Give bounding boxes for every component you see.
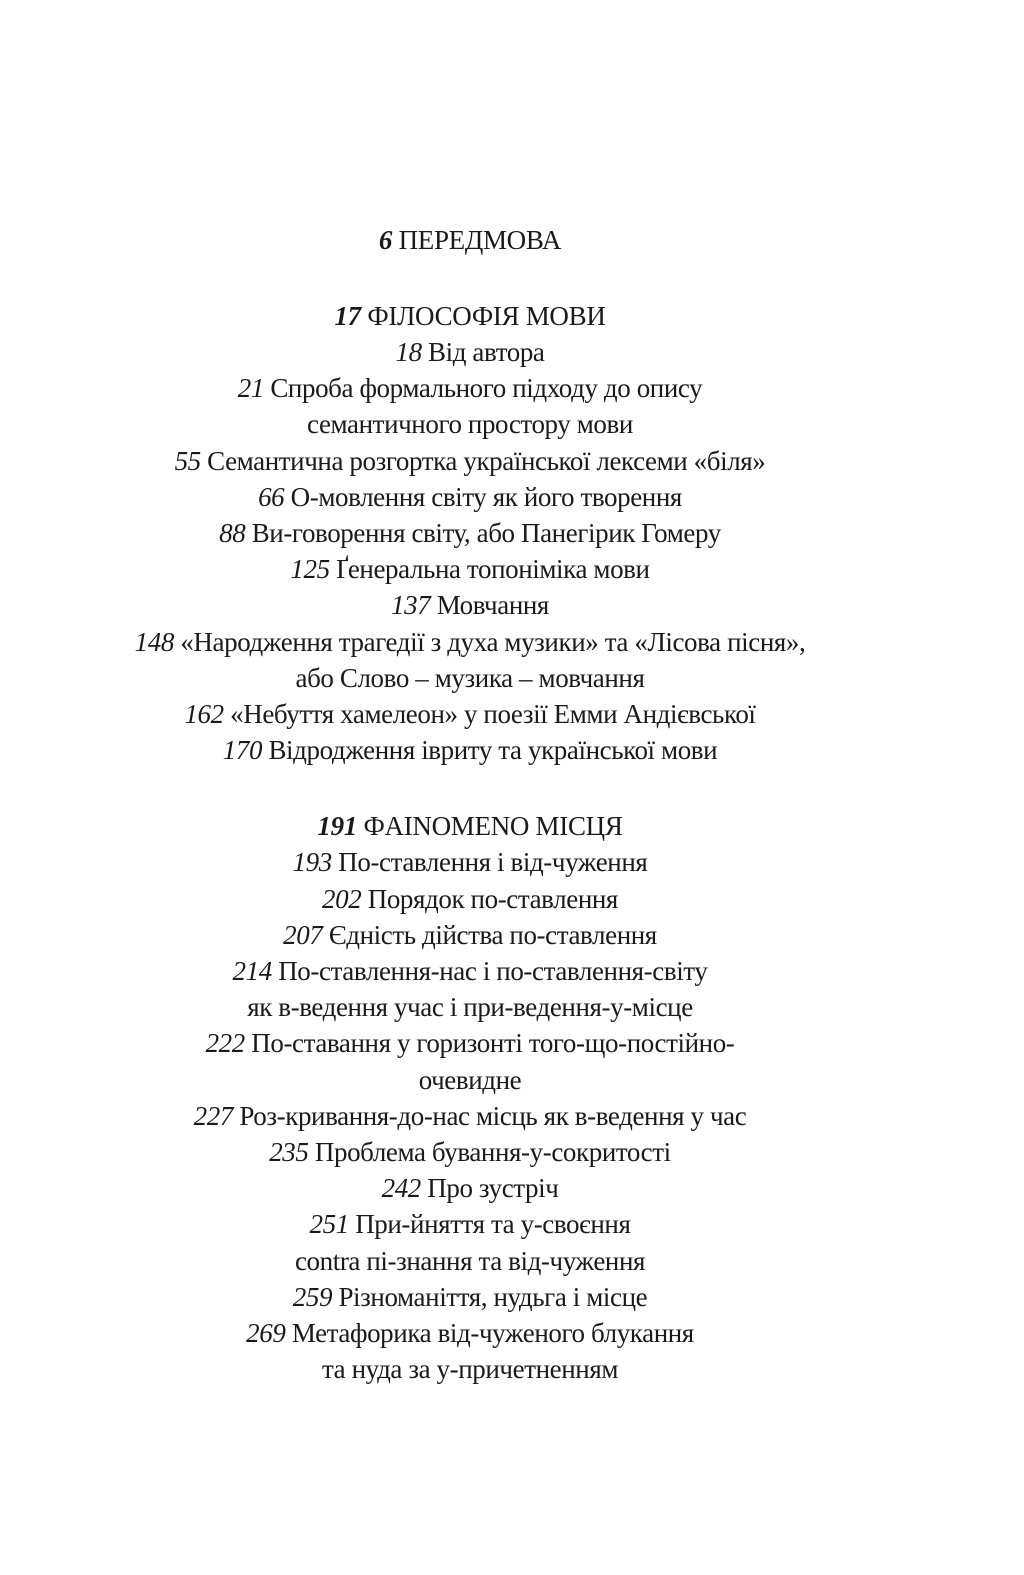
section-page-number: 6 — [378, 225, 393, 255]
section-title: ПЕРЕДМОВА — [398, 225, 562, 255]
entry-title: семантичного простору мови — [307, 409, 633, 440]
entry-title: або Слово – музика – мовчання — [295, 662, 645, 693]
entry-title: як в-ведення учас і при-ведення-у-місце — [247, 992, 693, 1023]
toc-entry-line — [0, 479, 940, 515]
entry-page-number: 259 — [292, 1281, 333, 1312]
toc-entry-line — [0, 1206, 940, 1242]
entry-page-number: 170 — [222, 735, 263, 766]
entry-page-number: 222 — [205, 1028, 245, 1059]
toc-entry-line — [0, 587, 940, 623]
toc-entry-line — [0, 624, 940, 660]
toc-entry-line — [0, 515, 940, 551]
toc-entry-line — [0, 1134, 940, 1170]
toc-entry-line — [0, 1062, 940, 1098]
entry-page-number: 242 — [381, 1173, 421, 1204]
section-title: ФAINOMENO МІСЦЯ — [363, 811, 623, 842]
entry-title: Від автора — [428, 337, 545, 367]
entry-title: По-ставлення-нас і по-ставлення-світу — [278, 956, 708, 987]
entry-page-number: 55 — [174, 445, 201, 476]
entry-title: Єдність дійства по-ставлення — [328, 919, 657, 950]
entry-page-number: 235 — [269, 1137, 309, 1168]
toc-entry-line — [0, 953, 940, 989]
toc-entry-line — [0, 989, 940, 1025]
entry-page-number: 88 — [219, 518, 246, 549]
entry-page-number: 66 — [258, 481, 285, 512]
entry-title: По-ставлення і від-чуження — [338, 847, 648, 878]
section-gap — [0, 258, 940, 298]
entry-page-number: 193 — [292, 847, 332, 878]
toc-entry-line — [0, 844, 940, 880]
toc-entry-line — [0, 732, 940, 768]
toc-entry-line — [0, 917, 940, 953]
entry-title: О-мовлення світу як його творення — [290, 481, 682, 512]
entry-title: Метафорика від-чуженого блукання — [291, 1318, 694, 1349]
section-gap — [0, 768, 940, 808]
section-heading — [0, 298, 940, 334]
section-page-number: 191 — [317, 811, 358, 842]
entry-page-number: 21 — [237, 373, 264, 404]
toc-entry-line — [0, 660, 940, 696]
entry-title: По-ставання у горизонті того-що-постійно- — [251, 1028, 735, 1059]
toc-entry-line — [0, 551, 940, 587]
entry-title: «Небуття хамелеон» у поезії Емми Андієвської — [230, 699, 756, 730]
entry-page-number: 162 — [184, 699, 224, 730]
toc-entry-line — [0, 1279, 940, 1315]
entry-title: При-йняття та у-своєння — [355, 1209, 631, 1240]
toc-entry-line — [0, 370, 940, 406]
entry-title: Семантична розгортка української лексеми «біля» — [207, 445, 766, 476]
entry-page-number: 269 — [246, 1318, 286, 1349]
entry-title: Спроба формального підходу до опису — [270, 373, 703, 404]
toc-entry-line — [0, 1243, 940, 1279]
entry-title: Про зустріч — [427, 1173, 559, 1204]
toc-entry-line — [0, 443, 940, 479]
entry-title: Порядок по-ставлення — [367, 883, 618, 914]
toc-entry-line — [0, 1351, 940, 1387]
section-heading — [0, 808, 940, 844]
entry-page-number: 214 — [232, 956, 272, 987]
entry-title: «Народження трагедії з духа музики» та «Лісова пісня», — [180, 626, 806, 657]
entry-title: Різноманіття, нудьга і місце — [338, 1281, 648, 1312]
entry-title: Ви-говорення світу, або Панегірик Гомеру — [251, 518, 721, 549]
entry-page-number: 148 — [134, 626, 174, 657]
entry-title: contra пі-знання та від-чуження — [294, 1245, 646, 1276]
toc-entry-line — [0, 334, 940, 370]
entry-page-number: 251 — [309, 1209, 349, 1240]
entry-page-number: 18 — [395, 337, 422, 367]
toc-entry-line — [0, 1025, 940, 1061]
toc-entry-line — [0, 406, 940, 442]
toc-entry-line — [0, 1098, 940, 1134]
entry-title: та нуда за у-причетненням — [321, 1354, 619, 1385]
entry-page-number: 207 — [283, 919, 323, 950]
toc-entry-line — [0, 1170, 940, 1206]
entry-title: Роз-кривання-до-нас місць як в-ведення у час — [239, 1100, 747, 1131]
entry-title: Відродження івриту та української мови — [268, 735, 718, 766]
entry-page-number: 137 — [391, 590, 431, 621]
section-page-number: 17 — [334, 301, 361, 331]
section-heading — [0, 222, 940, 258]
table-of-contents — [0, 222, 940, 1387]
entry-title: Мовчання — [436, 590, 549, 621]
entry-page-number: 202 — [322, 883, 362, 914]
toc-entry-line — [0, 696, 940, 732]
section-title: ФІЛОСОФІЯ МОВИ — [367, 301, 606, 331]
entry-page-number: 125 — [290, 554, 330, 585]
toc-entry-line — [0, 1315, 940, 1351]
entry-title: очевидне — [418, 1064, 522, 1095]
entry-page-number: 227 — [193, 1100, 233, 1131]
entry-title: Ґенеральна топоніміка мови — [336, 554, 650, 585]
toc-entry-line — [0, 881, 940, 917]
entry-title: Проблема бування-у-сокритості — [314, 1137, 671, 1168]
